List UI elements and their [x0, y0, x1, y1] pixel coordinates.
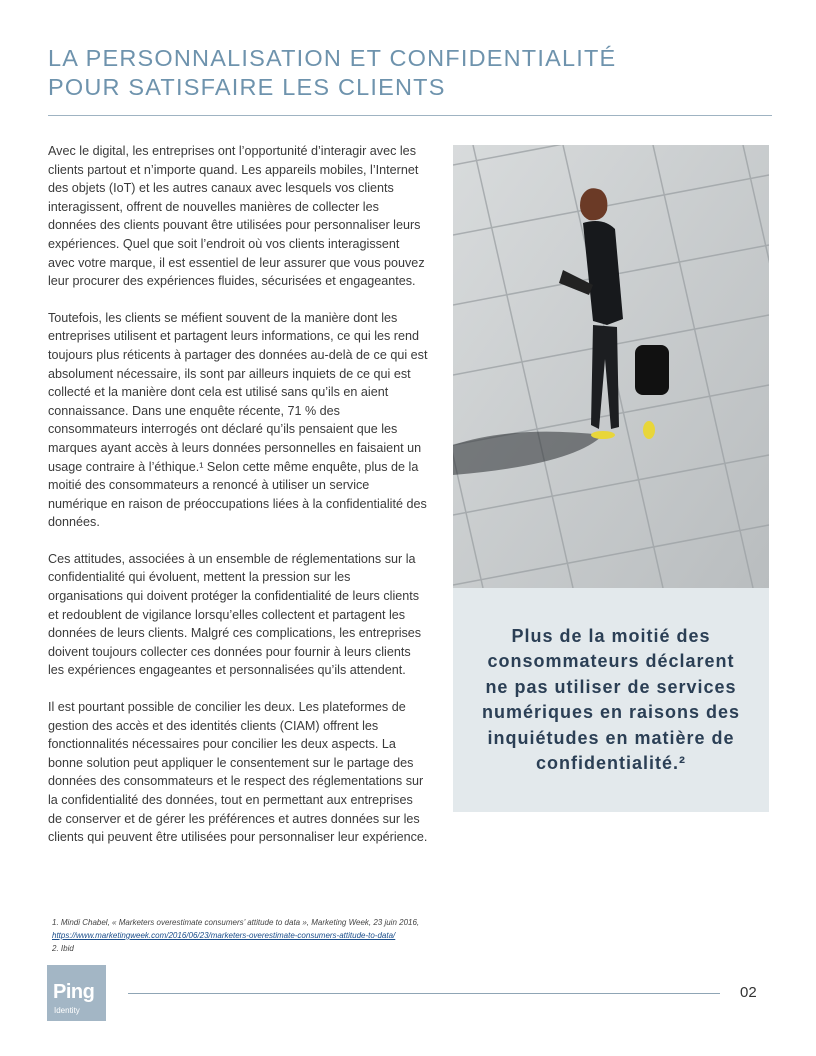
paragraph: Ces attitudes, associées à un ensemble de réglementations sur la confidentialité qui évoluent, mettent la pression sur les organisations qui doivent protéger la confidentialité de leurs clients et redoublent de vigilance lorsqu’elles collectent et partagent les données de leurs clients. Malgré ces complications, les entreprises doivent toujours collecter ces données pour fournir à leurs clients les expériences engageantes et personnalisées qu’ils attendent. [48, 551, 422, 678]
callout-text: Plus de la moitié des consommateurs déclarent ne pas utiliser de services numériques en raisons des inquiétudes en matière de confidentialité.² [481, 625, 741, 773]
title-line-2: POUR SATISFAIRE LES CLIENTS [48, 74, 446, 100]
logo-main: Ping [53, 981, 95, 1003]
page-title [48, 44, 788, 102]
footnotes [52, 916, 419, 955]
page-number: 02 [740, 984, 757, 1001]
woman-walking-photo [453, 145, 769, 588]
body-text [48, 142, 428, 865]
footnote-1: 1. Mindi Chabel, « Marketers overestimate consumers’ attitude to data », Marketing Week, 23 juin 2016, [52, 918, 420, 927]
title-divider [48, 115, 772, 116]
logo-sub: Identity [54, 1006, 80, 1015]
footnote-1-link[interactable]: https://www.marketingweek.com/2016/06/23/marketers-overestimate-consumers-attitude-to-data/ [52, 931, 396, 940]
ping-identity-logo [47, 965, 106, 1021]
paragraph: Avec le digital, les entreprises ont l’opportunité d’interagir avec les clients partout et n’importe quand. Les appareils mobiles, l’Internet des objets (IoT) et les autres canaux avec lesquels vos clients interagissent, offrent de nouvelles manières de collecter les données des clients pouvant être utilisées pour personnaliser leurs expériences. Quel que soit l’endroit où vos clients interagissent avec votre marque, il est essentiel de leur assurer que vous pouvez leur procurer des expériences fluides, sécurisées et engageantes. [48, 144, 425, 289]
footnote-2: 2. Ibid [52, 944, 74, 953]
footer-divider [128, 993, 720, 994]
paragraph: Il est pourtant possible de concilier les deux. Les plateformes de gestion des accès et des identités clients (CIAM) offrent les fonctionnalités nécessaires pour concilier les deux aspects. La bonne solution peut appliquer le consentement sur le partage des données des consommateurs et le respect des réglementations sur la confidentialité des données, tout en permettant aux entreprises de conserver et de gérer les préférences et autres données sur les clients qui peuvent être utilisées pour personnaliser leur expérience. [48, 700, 428, 845]
title-line-1: LA PERSONNALISATION ET CONFIDENTIALITÉ [48, 45, 617, 71]
callout-box [453, 588, 769, 812]
paragraph: Toutefois, les clients se méfient souvent de la manière dont les entreprises utilisent et partagent leurs informations, ce qui les rend toujours plus réticents à partager des données au-delà de ce qui est absolument nécessaire, ils sont par ailleurs inquiets de ce qui est collecté et la manière dont cela est utilisé sans qu’ils en aient connaissance. Dans une enquête récente, 71 % des consommateurs interrogés ont déclaré qu’ils pensaient que les marques ayant accès à leurs données personnelles en faisaient un usage contraire à l’éthique.¹ Selon cette même enquête, plus de la moitié des consommateurs a renoncé à utiliser un service numérique en raison de préoccupations liées à la confidentialité des données. [48, 310, 428, 530]
